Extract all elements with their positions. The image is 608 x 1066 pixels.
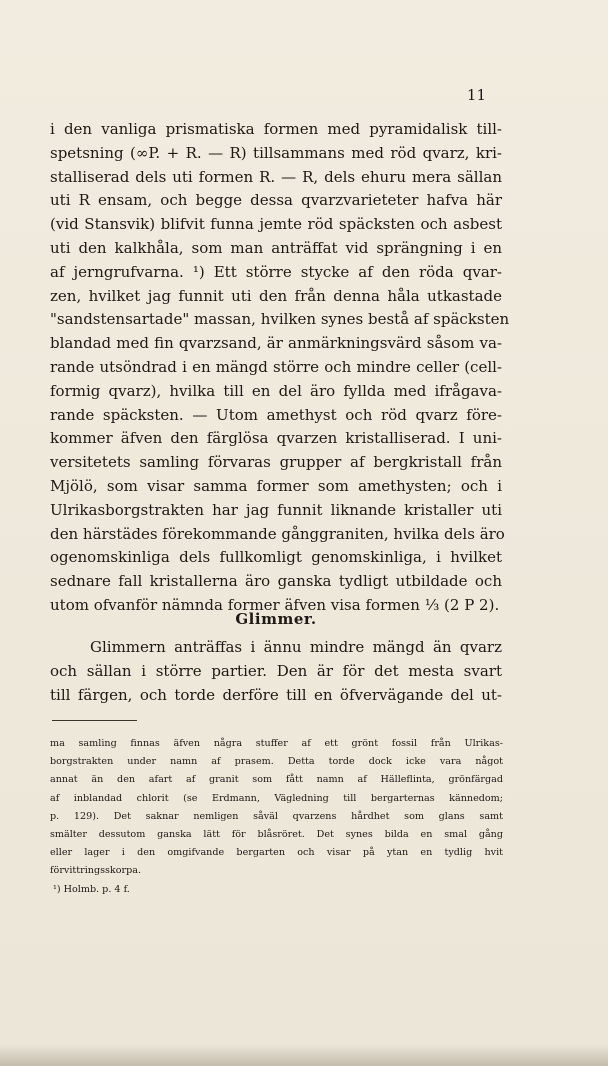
footnote-line: eller lager i den omgifvande bergarten och visar på ytan en tydlig hvit [50,847,503,859]
body-line: "sandstensartade" massan, hvilken synes bestå af späcksten [50,310,510,329]
body-line: rande späcksten. — Utom amethyst och röd qvarz före- [50,405,502,424]
body-line: zen, hvilket jag funnit uti den från denna håla utkastade [50,286,502,305]
section-line: och sällan i större partier. Den är för det mesta svart [50,662,502,680]
section-heading: Glimmer. [235,610,317,628]
body-line: versitetets samling förvaras grupper af bergkristall från [50,453,502,472]
body-line: (vid Stansvik) blifvit funna jemte röd späcksten och asbest [50,215,502,234]
body-line: af jerngrufvarna. ¹) Ett större stycke af den röda qvar- [50,262,502,281]
footnote-divider [52,720,137,721]
footnote-line: annat än den afart af granit som fått namn af Hälleflinta, grönfärgad [50,774,503,786]
body-line: uti den kalkhåla, som man anträffat vid sprängning i en [50,238,502,257]
section-line: Glimmern anträffas i ännu mindre mängd än qvarz [90,638,502,656]
footnote-reference: ¹) Holmb. p. 4 f. [53,883,130,895]
body-line: Ulrikasborgstrakten har jag funnit liknande kristaller uti [50,500,502,519]
body-line: Mjölö, som visar samma former som amethysten; och i [50,476,502,495]
body-line: rande utsöndrad i en mängd större och mindre celler (cell- [50,357,502,376]
body-line: uti R ensam, och begge dessa qvarzvarieteter hafva här [50,191,502,210]
body-line: kommer äfven den färglösa qvarzen kristalliserad. I uni- [50,429,502,448]
scan-edge [0,1044,608,1066]
footnotes [50,735,503,899]
body-text [50,118,510,618]
footnote-line: af inblandad chlorit (se Erdmann, Vägledning till bergarternas kännedom; [50,792,503,804]
body-line: utom ofvanför nämnda former äfven visa formen ⅓ (2 P 2). [50,595,500,614]
body-line: den härstädes förekommande gånggraniten, hvilka dels äro [50,524,505,543]
body-line: formig qvarz), hvilka till en del äro fyllda med ifrågava- [50,381,502,400]
footnote-line: borgstrakten under namn af prasem. Detta torde dock icke vara något [50,756,503,768]
footnote-line: p. 129). Det saknar nemligen såväl qvarzens hårdhet som glans samt [50,810,503,822]
body-line: stalliserad dels uti formen R. — R, dels ehuru mera sällan [50,167,502,186]
page-number: 11 [466,86,486,104]
footnote-line: smälter dessutom ganska lätt för blåsröret. Det synes bilda en smal gång [50,828,503,840]
section-text [50,635,502,707]
body-line: sednare fall kristallerna äro ganska tydligt utbildade och [50,572,502,591]
footnote-line: ma samling finnas äfven några stuffer af ett grönt fossil från Ulrikas- [50,738,503,749]
body-line: spetsning (∞P. + R. — R) tillsammans med röd qvarz, kri- [50,143,502,162]
body-line: ogenomskinliga dels fullkomligt genomskinliga, i hvilket [50,548,502,567]
body-line: blandad med fin qvarzsand, är anmärkningsvärd såsom va- [50,334,502,353]
body-line: i den vanliga prismatiska formen med pyramidalisk till- [50,120,502,138]
footnote-line: förvittringsskorpa. [50,865,142,877]
section-line: till färgen, och torde derföre till en öfvervägande del ut- [50,686,502,704]
